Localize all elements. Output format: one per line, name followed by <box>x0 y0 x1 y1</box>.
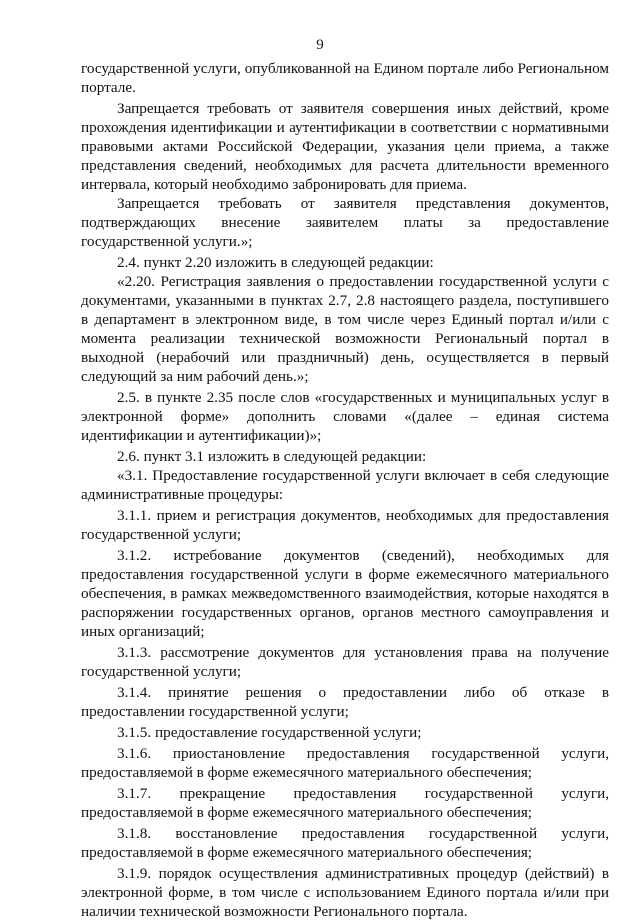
paragraph: 2.5. в пункте 2.35 после слов «государственных и муниципальных услуг в электронной форме» дополнить словами «(далее – единая система идентификации и аутентификации)»; <box>81 389 609 444</box>
list-item: 3.1.3. рассмотрение документов для установления права на получение государственной услуги; <box>81 644 609 680</box>
paragraph: 2.6. пункт 3.1 изложить в следующей редакции: <box>117 448 427 465</box>
list-item: 3.1.7. прекращение предоставления государственной услуги, предоставляемой в форме ежемесячного материального обеспечения; <box>81 785 609 821</box>
list-item: 3.1.8. восстановление предоставления государственной услуги, предоставляемой в форме ежемесячного материального обеспечения; <box>81 825 609 861</box>
list-item: 3.1.9. порядок осуществления административных процедур (действий) в электронной форме, в том числе с использованием Единого портала и/или при наличии технической возможности Регионального портала. <box>81 865 609 920</box>
list-item: 3.1.4. принятие решения о предоставлении либо об отказе в предоставлении государственной услуги; <box>81 684 609 720</box>
paragraph: Запрещается требовать от заявителя представления документов, подтверждающих внесение заявителем платы за предоставление государственной услуги.»; <box>81 195 609 250</box>
page-number: 9 <box>316 37 324 53</box>
list-item: 3.1.5. предоставление государственной услуги; <box>117 724 422 741</box>
list-item: 3.1.1. прием и регистрация документов, необходимых для предоставления государственной услуги; <box>81 507 609 543</box>
list-item: 3.1.6. приостановление предоставления государственной услуги, предоставляемой в форме ежемесячного материального обеспечения; <box>81 745 609 781</box>
document-body <box>81 59 609 921</box>
paragraph: Запрещается требовать от заявителя совершения иных действий, кроме прохождения идентификации и аутентификации в соответствии с нормативными правовыми актами Российской Федерации, указания цели приема, а также представления сведений, необходимых для расчета длительности временного интервала, который необходимо забронировать для приема. <box>81 100 609 193</box>
paragraph: 2.4. пункт 2.20 изложить в следующей редакции: <box>117 254 434 271</box>
paragraph: «2.20. Регистрация заявления о предоставлении государственной услуги с документами, указанными в пунктах 2.7, 2.8 настоящего раздела, поступившего в департамент в электронном виде, в том числе через Единый портал и/или с момента реализации технической возможности Региональный портал в выходной (нерабочий или праздничный) день, осуществляется в первый следующий за ним рабочий день.»; <box>81 273 609 385</box>
list-item: 3.1.2. истребование документов (сведений), необходимых для предоставления государственной услуги в форме ежемесячного материального обеспечения, в рамках межведомственного взаимодействия, которые находятся в распоряжении государственных органов, органов местного самоуправления и иных организаций; <box>81 547 609 640</box>
paragraph: государственной услуги, опубликованной на Едином портале либо Региональном портале. <box>81 60 609 96</box>
paragraph: «3.1. Предоставление государственной услуги включает в себя следующие административные процедуры: <box>81 467 609 503</box>
